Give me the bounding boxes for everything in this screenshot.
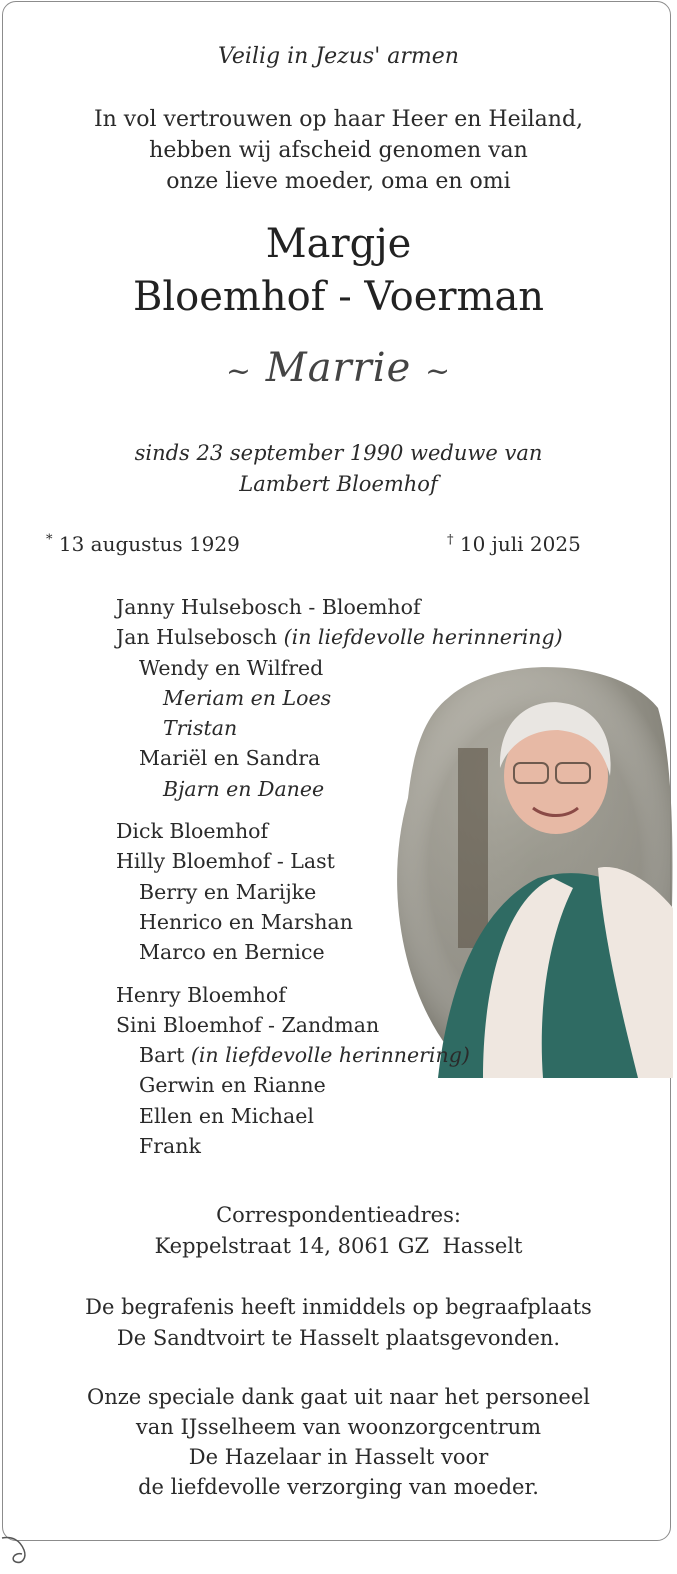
motto: Veilig in Jezus' armen [218, 44, 459, 69]
member-name: Marco en Bernice [139, 940, 325, 965]
member-name: Sini Bloemhof - Zandman [116, 1012, 380, 1037]
family-member [116, 592, 563, 622]
family-member [116, 653, 563, 683]
funeral-line: De Sandtvoirt te Hasselt plaatsgevonden. [116, 1326, 561, 1350]
first-name: Margje [265, 221, 412, 267]
family-member [116, 683, 563, 713]
family-member [116, 774, 563, 804]
birth-date [46, 532, 240, 556]
address-label: Correspondentieadres: [216, 1203, 461, 1227]
family-member [116, 1101, 563, 1131]
corner-curl-icon [0, 1530, 40, 1570]
address-line: Keppelstraat 14, 8061 GZ Hasselt [154, 1234, 523, 1258]
family-member [116, 1010, 563, 1040]
birth-date-text: 13 augustus 1929 [58, 532, 240, 556]
funeral-notice [0, 1292, 677, 1354]
member-name: Meriam en Loes [163, 685, 332, 710]
family-member [116, 743, 563, 773]
death-date [447, 532, 581, 556]
funeral-line: De begrafenis heeft inmiddels op begraafplaats [85, 1295, 592, 1319]
thanks-line: van IJsselheem van woonzorgcentrum [135, 1415, 542, 1439]
member-name: Wendy en Wilfred [139, 655, 324, 680]
family-member [116, 846, 563, 876]
family-member [116, 937, 563, 967]
family-member [116, 877, 563, 907]
member-name: Mariël en Sandra [139, 746, 321, 771]
intro-line: In vol vertrouwen op haar Heer en Heiland, [93, 107, 584, 132]
family-member [116, 622, 563, 652]
member-name: Jan Hulsebosch [116, 625, 278, 650]
intro-line: hebben wij afscheid genomen van [149, 138, 528, 163]
member-name: Bart [139, 1043, 185, 1068]
family-member [116, 816, 563, 846]
widow-line: sinds 23 september 1990 weduwe van [134, 441, 543, 465]
member-name: Bjarn en Danee [163, 776, 325, 801]
member-name: Frank [139, 1134, 201, 1159]
nickname [0, 345, 677, 391]
family-member [116, 1040, 563, 1070]
death-date-text: 10 juli 2025 [459, 532, 581, 556]
memory-note: (in liefdevolle herinnering) [283, 625, 563, 650]
deceased-name [0, 218, 677, 324]
family-member [116, 713, 563, 743]
widow-line: Lambert Bloemhof [239, 472, 438, 496]
correspondence-address [0, 1200, 677, 1262]
member-name: Gerwin en Rianne [139, 1073, 326, 1098]
memory-note: (in liefdevolle herinnering) [190, 1043, 470, 1068]
birth-symbol: * [46, 532, 53, 548]
intro-text [0, 104, 677, 197]
family-member [116, 907, 563, 937]
widow-text [0, 438, 677, 500]
thanks-notice [0, 1382, 677, 1502]
thanks-line: de liefdevolle verzorging van moeder. [138, 1475, 539, 1499]
member-name: Hilly Bloemhof - Last [116, 849, 335, 874]
nickname-text: Marrie [265, 345, 412, 391]
member-name: Henry Bloemhof [116, 982, 286, 1007]
last-name: Bloemhof - Voerman [132, 274, 545, 320]
tilde-right: ~ [424, 354, 452, 389]
member-name: Tristan [163, 716, 238, 741]
member-name: Berry en Marijke [139, 879, 317, 904]
death-symbol: † [447, 532, 454, 548]
family-member [116, 1131, 563, 1161]
member-name: Dick Bloemhof [116, 819, 269, 844]
family-member [116, 980, 563, 1010]
thanks-line: Onze speciale dank gaat uit naar het personeel [87, 1385, 590, 1409]
member-name: Ellen en Michael [139, 1103, 314, 1128]
family-list [116, 592, 563, 1161]
intro-line: onze lieve moeder, oma en omi [166, 169, 511, 194]
member-name: Janny Hulsebosch - Bloemhof [116, 595, 421, 619]
family-member [116, 1070, 563, 1100]
tilde-left: ~ [225, 354, 253, 389]
thanks-line: De Hazelaar in Hasselt voor [188, 1445, 489, 1469]
member-name: Henrico en Marshan [139, 909, 353, 934]
